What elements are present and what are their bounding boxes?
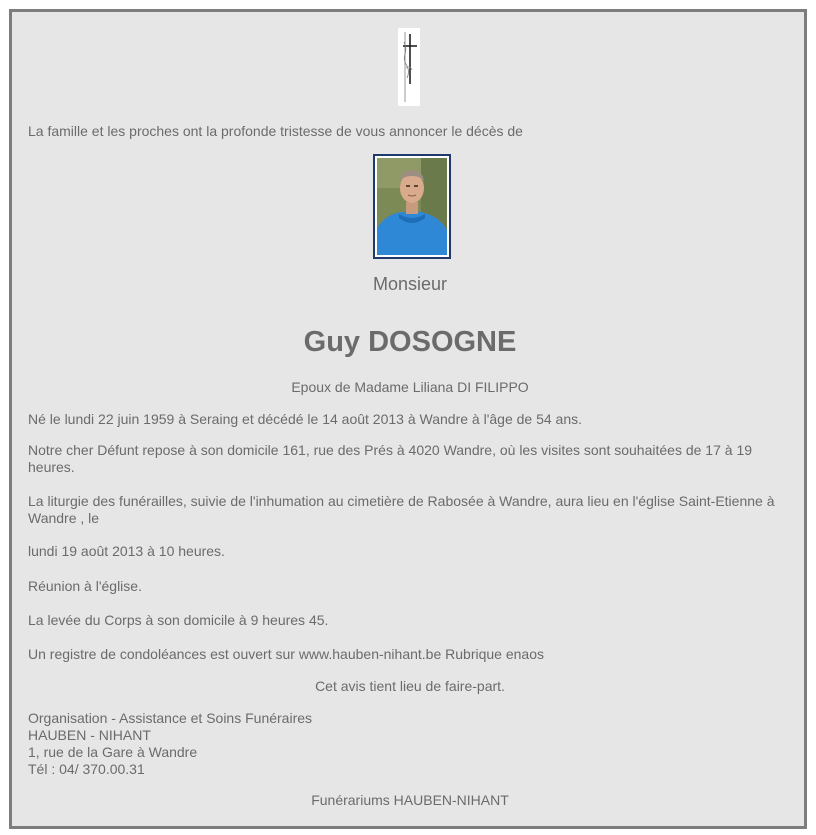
spouse-text: Epoux de Madame Liliana DI FILIPPO	[291, 379, 529, 395]
title-text: Monsieur	[372, 274, 448, 294]
rest-text: Notre cher Défunt repose à son domicile 161, rue des Prés à 4020 Wandre, où les visites sont souhaitées de 17 à 19 heures.	[28, 442, 753, 475]
birth-death-text: Né le lundi 22 juin 1959 à Seraing et décédé le 14 août 2013 à Wandre à l'âge de 54 ans.	[28, 411, 583, 427]
funeral-date-text: lundi 19 août 2013 à 10 heures.	[28, 543, 225, 559]
organisation-name: HAUBEN - NIHANT	[28, 727, 151, 743]
levee-text: La levée du Corps à son domicile à 9 heures 45.	[28, 612, 329, 628]
portrait-photo	[373, 154, 451, 259]
register-text: Un registre de condoléances est ouvert sur www.hauben-nihant.be Rubrique enaos	[28, 646, 544, 662]
organisation-line: Organisation - Assistance et Soins Funéraires	[28, 710, 313, 726]
intro-text: La famille et les proches ont la profonde tristesse de vous annoncer le décès de	[28, 123, 523, 139]
cross-icon	[398, 28, 420, 106]
liturgy-text: La liturgie des funérailles, suivie de l'inhumation au cimetière de Rabosée à Wandre, aura lieu en l'église Saint-Etienne à Wandre , le	[28, 493, 775, 526]
organisation-address: 1, rue de la Gare à Wandre	[28, 744, 198, 760]
meeting-text: Réunion à l'église.	[28, 578, 142, 594]
footer-text: Funérariums HAUBEN-NIHANT	[311, 792, 509, 808]
organisation-phone: Tél : 04/ 370.00.31	[28, 761, 145, 777]
obituary-card	[9, 9, 807, 829]
organisation-block	[28, 710, 792, 778]
notice-text: Cet avis tient lieu de faire-part.	[315, 678, 505, 694]
deceased-name: Guy DOSOGNE	[303, 326, 517, 358]
